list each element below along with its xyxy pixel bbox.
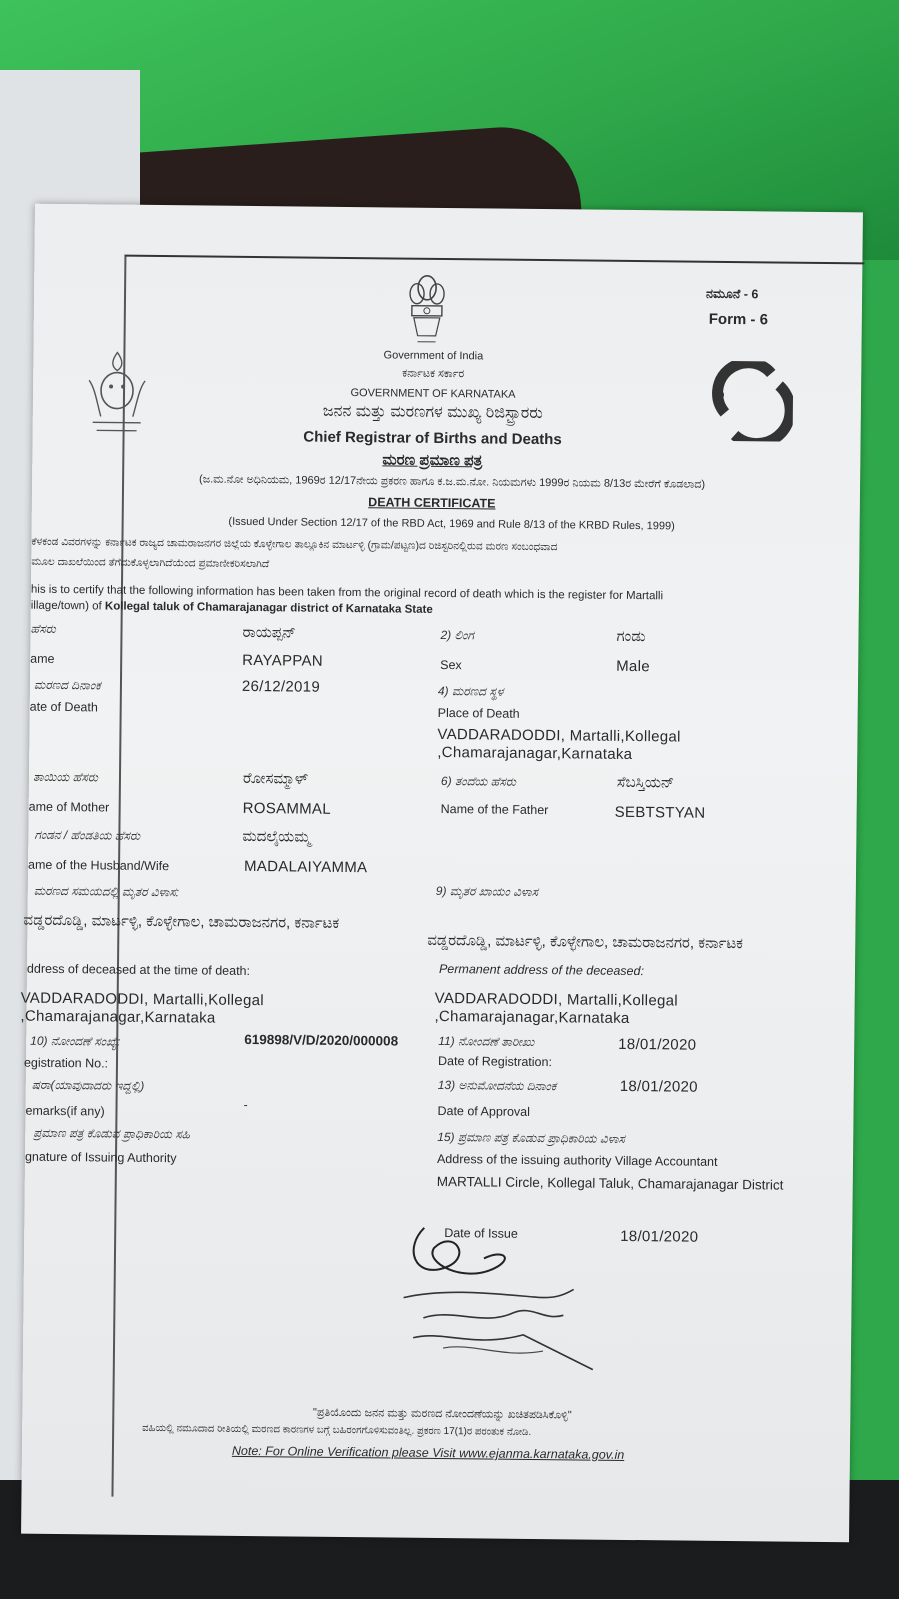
intro-en-line2-bold: Kollegal taluk of Chamarajanagar district of Karnataka State — [104, 600, 433, 616]
father-value-kn: ಸೆಬಸ್ತಿಯನ್ — [616, 773, 675, 792]
mother-value: ROSAMMAL — [242, 799, 331, 818]
authority-address-label-en: Address of the issuing authority Village Accountant — [436, 1151, 718, 1169]
name-value: RAYAPPAN — [242, 651, 324, 670]
sex-value-kn: ಗಂಡು — [616, 627, 646, 646]
footer-note-kn: ವಹಿಯಲ್ಲಿ ನಮೂದಾದ ರೀತಿಯಲ್ಲಿ ಮರಣದ ಕಾರಣಗಳ ಬಗ್ಗೆ ಬಹಿರಂಗಗೊಳಿಸುವಂತಿಲ್ಲ. ಪ್ರಕರಣ 17(1)ರ ಪರಂತುಕ ನೋಡಿ. — [142, 1422, 532, 1438]
karnataka-emblem-icon — [80, 344, 153, 445]
registrar-kn-heading: ಜನನ ಮತ್ತು ಮರಣಗಳ ಮುಖ್ಯ ರಿಜಿಸ್ಟ್ರಾರರು — [322, 402, 543, 423]
address-value-line2: ,Chamarajanagar,Karnataka — [20, 1007, 216, 1027]
registrar-en-heading: Chief Registrar of Births and Deaths — [303, 428, 562, 449]
father-label-en: Name of the Father — [440, 801, 549, 818]
registration-no-label-kn: 10) ನೋಂದಣೆ ಸಂಖ್ಯೆ: — [30, 1033, 121, 1049]
intro-kn-line1: ಕೆಳಕಂಡ ವಿವರಗಳನ್ನು ಕರ್ನಾಟಕ ರಾಜ್ಯದ ಚಾಮರಾಜನಗರ ಜಿಲ್ಲೆಯ ಕೊಳ್ಳೇಗಾಲ ತಾಲ್ಲೂಕಿನ ಮಾರ್ಟಳ್ಳಿ (ಗ್ರಾಮ/ಪಟ್ಟಣ)ದ ರಿಜಿಸ್ಟರಿನಲ್ಲಿರುವ ಮರಣ ಸಂಬಂಧವಾದ — [31, 535, 558, 554]
authority-address-value: MARTALLI Circle, Kollegal Taluk, Chamarajanagar District — [436, 1173, 784, 1193]
approval-date-label-kn: 13) ಅನುಮೋದನೆಯ ದಿನಾಂಕ — [437, 1077, 557, 1094]
registration-no-label-en: egistration No.: — [23, 1055, 109, 1071]
section-en-text: (Issued Under Section 12/17 of the RBD Act, 1969 and Rule 8/13 of the KRBD Rules, 1999) — [228, 515, 675, 533]
verification-note: Note: For Online Verification please Visit www.ejanma.karnataka.gov.in — [231, 1443, 625, 1462]
form-number-kn: ನಮೂನೆ - 6 — [706, 286, 759, 302]
registration-date-label-en: Date of Registration: — [437, 1053, 553, 1070]
permanent-address-value-line2: ,Chamarajanagar,Karnataka — [434, 1007, 630, 1027]
ashoka-emblem-icon — [404, 270, 451, 348]
address-label-en: ddress of deceased at the time of death: — [26, 961, 251, 978]
place-of-death-value-line2: ,Chamarajanagar,Karnataka — [437, 743, 633, 763]
mother-label-en: ame of Mother — [28, 799, 110, 815]
approval-date-label-en: Date of Approval — [437, 1103, 530, 1119]
form-number-en: Form - 6 — [708, 310, 769, 329]
place-of-death-value-line1: VADDARADODDI, Martalli,Kollegal — [437, 725, 681, 746]
date-of-issue-label: Date of Issue — [444, 1226, 518, 1241]
address-label-kn: ಮರಣದ ಸಮಯದಲ್ಲಿ ಮೃತರ ವಿಳಾಸ: — [33, 883, 180, 900]
permanent-address-label-kn: 9) ಮೃತರ ಖಾಯಂ ವಿಳಾಸ — [435, 883, 539, 900]
remarks-label-kn: ಷರಾ(ಯಾವುದಾದರು ಇದ್ದಲ್ಲಿ) — [31, 1077, 145, 1093]
father-value: SEBTSTYAN — [614, 803, 706, 822]
sex-label-kn: 2) ಲಿಂಗ — [440, 627, 475, 643]
name-value-kn: ರಾಯಪ್ಪನ್ — [242, 623, 296, 642]
approval-date-value: 18/01/2020 — [619, 1077, 698, 1096]
address-value-line1: VADDARADODDI, Martalli,Kollegal — [20, 989, 264, 1010]
footer-slogan-kn: "ಪ್ರತಿಯೊಂದು ಜನನ ಮತ್ತು ಮರಣದ ನೋಂದಣೆಯನ್ನು ಖಚಿತಪಡಿಸಿಕೊಳ್ಳಿ" — [312, 1406, 572, 1422]
gov-karnataka-label: GOVERNMENT OF KARNATAKA — [350, 387, 516, 401]
date-of-death-value: 26/12/2019 — [241, 677, 321, 696]
spouse-value: MADALAIYAMMA — [243, 857, 368, 877]
registration-date-label-kn: 11) ನೋಂದಣೆ ತಾರೀಖು — [438, 1033, 535, 1049]
spouse-label-en: ame of the Husband/Wife — [27, 857, 170, 874]
address-value-kn: ವಡ್ಡರದೊಡ್ಡಿ, ಮಾರ್ಟಳ್ಳಿ, ಕೊಳ್ಳೇಗಾಲ, ಚಾಮರಾಜನಗರ, ಕರ್ನಾಟಕ — [23, 911, 340, 932]
mother-label-kn: ತಾಯಿಯ ಹೆಸರು — [32, 769, 99, 785]
father-label-kn: 6) ತಂದೆಯ ಹೆಸರು — [440, 773, 517, 789]
permanent-address-value-line1: VADDARADODDI, Martalli,Kollegal — [434, 989, 679, 1010]
certificate-en-heading: DEATH CERTIFICATE — [368, 495, 496, 511]
place-of-death-label-kn: 4) ಮರಣದ ಸ್ಥಳ — [437, 683, 504, 699]
date-of-issue-value: 18/01/2020 — [620, 1227, 699, 1246]
ejanma-logo-icon — [709, 361, 794, 442]
mother-value-kn: ರೋಸಮ್ಮಾಳ್ — [242, 769, 309, 788]
karnataka-kn-label: ಕರ್ನಾಟಕ ಸರ್ಕಾರ — [402, 367, 465, 381]
sex-label-en: Sex — [440, 657, 462, 673]
permanent-address-value-kn: ವಡ್ಡರದೊಡ್ಡಿ, ಮಾರ್ಟಳ್ಳಿ, ಕೊಳ್ಳೇಗಾಲ, ಚಾಮರಾಜನಗರ, ಕರ್ನಾಟಕ — [427, 931, 744, 953]
signature-label-kn: ಪ್ರಮಾಣ ಪತ್ರ ಕೊಡುವ ಪ್ರಾಧಿಕಾರಿಯ ಸಹಿ — [33, 1125, 190, 1142]
intro-kn-line2: ಮೂಲ ದಾಖಲೆಯಿಂದ ತೆಗೆದುಕೊಳ್ಳಲಾಗಿದೆಯೆಂದ ಪ್ರಮಾಣೀಕರಿಸಲಾಗಿದೆ — [31, 555, 270, 571]
remarks-value: - — [243, 1097, 248, 1112]
intro-en-line1: his is to certify that the following information has been taken from the original record of death which is the register for Martalli — [30, 583, 664, 603]
signature-label-en: gnature of Issuing Authority — [24, 1149, 177, 1166]
remarks-label-en: emarks(if any) — [25, 1103, 105, 1119]
spouse-value-kn: ಮದಲೈಯಮ್ಮ — [242, 827, 311, 846]
gov-india-label: Government of India — [383, 349, 484, 363]
certificate-kn-heading: ಮರಣ ಪ್ರಮಾಣ ಪತ್ರ — [382, 451, 483, 470]
name-label-kn: ಹೆಸರು — [30, 621, 56, 636]
date-of-death-label-en: ate of Death — [29, 699, 98, 715]
name-label-en: ame — [30, 651, 55, 666]
death-certificate-paper — [21, 204, 863, 1543]
registration-no-value: 619898/V/D/2020/000008 — [244, 1031, 399, 1049]
issuing-authority-signature — [383, 1207, 605, 1379]
section-kn-text: (ಜ.ಮ.ನೋ ಅಧಿನಿಯಮ, 1969ರ 12/17ನೇಯ ಪ್ರಕರಣ ಹಾಗೂ ಕ.ಜ.ಮ.ನೋ. ನಿಯಮಗಳು 1999ರ ನಿಯಮ 8/13ರ ಮೇರೆಗೆ ಕೊಡಲಾದ) — [199, 473, 706, 491]
permanent-address-label-en: Permanent address of the deceased: — [438, 961, 645, 979]
intro-en-line2-prefix: illage/town) of — [30, 599, 105, 613]
authority-address-label-kn: 15) ಪ್ರಮಾಣ ಪತ್ರ ಕೊಡುವ ಪ್ರಾಧಿಕಾರಿಯ ವಿಳಾಸ — [437, 1129, 625, 1146]
place-of-death-label-en: Place of Death — [437, 705, 520, 721]
registration-date-value: 18/01/2020 — [618, 1035, 697, 1054]
sex-value: Male — [616, 657, 650, 676]
spouse-label-kn: ಗಂಡನ / ಹೆಂಡತಿಯ ಹೆಸರು — [34, 827, 141, 843]
date-of-death-label-kn: ಮರಣದ ದಿನಾಂಕ — [33, 677, 101, 693]
